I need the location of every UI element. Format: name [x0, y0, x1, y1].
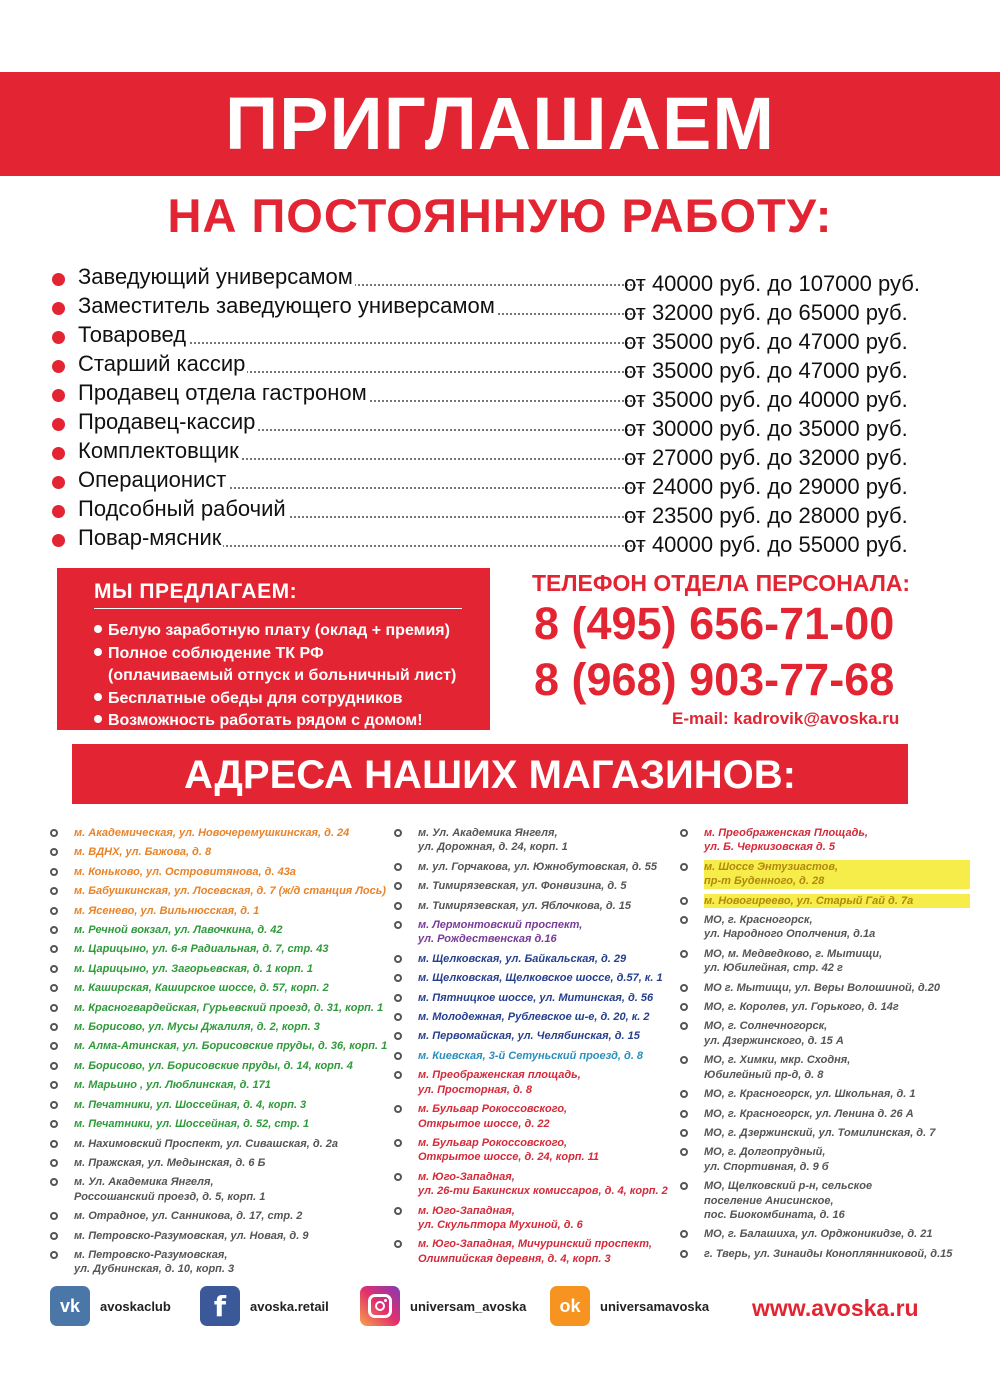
- job-title: Продавец отдела гастроном: [78, 379, 644, 407]
- store-address-text: МО, г. Красногорск, ул. Ленина д. 26 А: [704, 1107, 914, 1120]
- bullet-icon: [680, 1056, 688, 1064]
- bullet-icon: [50, 1159, 58, 1167]
- page-subtitle: НА ПОСТОЯННУЮ РАБОТУ:: [167, 189, 833, 242]
- store-address-text: м. Речной вокзал, ул. Лавочкина, д. 42: [74, 924, 283, 937]
- store-address-text: м. Ясенево, ул. Вильнюсская, д. 1: [74, 904, 260, 917]
- job-salary: от 30000 руб. до 35000 руб.: [624, 416, 908, 441]
- store-address-text: м. Юго-Западная, ул. Скульптора Мухиной, д. 6: [418, 1204, 583, 1231]
- bullet-icon: [52, 534, 65, 547]
- bullet-icon: [52, 505, 65, 518]
- store-address-text: МО, Щелковский р-н, сельское поселение Анисинское, пос. Биокомбината, д. 16: [704, 1180, 873, 1221]
- store-address-text: м. Лермонтовский проспект, ул. Рождественская д.16: [418, 919, 583, 946]
- bullet-icon: [50, 1140, 58, 1148]
- job-title: Повар-мясник: [78, 524, 644, 552]
- store-address-text: м. Борисово, ул. Борисовские пруды, д. 14, корп. 4: [74, 1059, 353, 1072]
- store-address-text: м. Бульвар Рокоссовского, Открытое шоссе, д. 24, корп. 11: [418, 1136, 600, 1164]
- store-address-text: м. Молодежная, Рублевское ш-е, д. 20, к. 2: [418, 1011, 650, 1024]
- website-link[interactable]: www.avoska.ru: [752, 1295, 919, 1321]
- job-row: [52, 436, 952, 470]
- offer-box: [57, 568, 490, 730]
- store-address: [394, 1136, 684, 1165]
- bullet-icon: [50, 1004, 58, 1012]
- job-salary: от 35000 руб. до 47000 руб.: [624, 358, 908, 383]
- job-row: [52, 378, 952, 412]
- store-address: [394, 1029, 684, 1043]
- store-address-text: м. Бабушкинская, ул. Лосевская, д. 7 (ж/д станция Лось): [74, 885, 386, 898]
- bullet-icon: [680, 916, 688, 924]
- job-row: [52, 465, 952, 499]
- instagram-label: universam_avoska: [410, 1298, 527, 1314]
- facebook-link[interactable]: [200, 1284, 329, 1328]
- store-address: [50, 1098, 395, 1112]
- job-row: [52, 291, 952, 325]
- store-address: [50, 981, 395, 995]
- job-salary: от 23500 руб. до 28000 руб.: [624, 503, 908, 528]
- store-address-text: МО, г. Химки, мкр. Сходня, Юбилейный пр-д, д. 8: [704, 1054, 851, 1081]
- bullet-icon: [94, 625, 102, 633]
- store-address-text: МО, г. Долгопрудный, ул. Спортивная, д. 9 б: [704, 1146, 829, 1173]
- store-address: [680, 913, 970, 942]
- store-address: [50, 1248, 395, 1277]
- bullet-icon: [680, 1003, 688, 1011]
- bullet-icon: [52, 273, 65, 286]
- store-address-text: МО г. Мытищи, ул. Веры Волошиной, д.20: [704, 981, 940, 994]
- store-address-text: м. Бульвар Рокоссовского, Открытое шоссе, д. 22: [418, 1103, 568, 1130]
- store-address: [680, 947, 970, 976]
- bullet-icon: [680, 1110, 688, 1118]
- store-address-text: МО, г. Красногорск, ул. Школьная, д. 1: [704, 1088, 916, 1101]
- bullet-icon: [52, 331, 65, 344]
- bullet-icon: [50, 1212, 58, 1220]
- store-address: [680, 1145, 970, 1174]
- store-address: [50, 1209, 395, 1223]
- store-address-text: м. Марьино , ул. Люблинская, д. 171: [74, 1079, 271, 1092]
- store-address: [394, 1102, 684, 1131]
- store-address: [50, 1175, 395, 1204]
- bullet-icon: [52, 418, 65, 431]
- store-address-text: м. Царицыно, ул. Загорьевская, д. 1 корп. 1: [74, 962, 313, 975]
- store-address-text: м. Алма-Атинская, ул. Борисовские пруды, д. 36, корп. 1: [74, 1040, 388, 1053]
- top-banner: [0, 72, 1000, 176]
- store-address: [394, 879, 684, 893]
- bullet-icon: [50, 907, 58, 915]
- store-address: [50, 1137, 395, 1151]
- store-address: [680, 1107, 970, 1121]
- store-address-text: МО, г. Красногорск, ул. Народного Ополчения, д.1а: [704, 914, 876, 941]
- address-column-2: [394, 826, 684, 1271]
- bullet-icon: [52, 360, 65, 373]
- store-address-text: МО, г. Королев, ул. Горького, д. 14г: [704, 1001, 899, 1014]
- store-address: [50, 1229, 395, 1243]
- page-title: ПРИГЛАШАЕМ: [224, 82, 775, 165]
- bullet-icon: [50, 965, 58, 973]
- bullet-icon: [50, 1081, 58, 1089]
- store-address: [394, 826, 684, 855]
- bullet-icon: [680, 1090, 688, 1098]
- store-address-text: м. Щелковская, ул. Байкальская, д. 29: [418, 952, 627, 965]
- address-column-1: [50, 826, 395, 1282]
- instagram-icon: [360, 1286, 400, 1326]
- store-address: [50, 1020, 395, 1034]
- bullet-icon: [50, 1232, 58, 1240]
- job-title: Продавец-кассир: [78, 408, 644, 436]
- store-address-text: м. Тимирязевская, ул. Фонвизина, д. 5: [418, 880, 627, 893]
- bullet-icon: [680, 1148, 688, 1156]
- offer-item: (оплачиваемый отпуск и больничный лист): [108, 667, 457, 684]
- store-address: [50, 1117, 395, 1131]
- store-address: [50, 1156, 395, 1170]
- hr-phone-title: ТЕЛЕФОН ОТДЕЛА ПЕРСОНАЛА:: [532, 570, 911, 596]
- job-row: [52, 262, 952, 296]
- bullet-icon: [50, 829, 58, 837]
- bullet-icon: [680, 1129, 688, 1137]
- job-salary: от 24000 руб. до 29000 руб.: [624, 474, 908, 499]
- store-address-text: м. Шоссе Энтузиастов, пр-т Буденного, д. 28: [704, 860, 970, 889]
- address-column-3: [680, 826, 970, 1266]
- store-address: [394, 971, 684, 985]
- instagram-link[interactable]: [360, 1284, 526, 1328]
- store-address-text: м. Преображенская Площадь, ул. Б. Черкизовская д. 5: [704, 827, 868, 854]
- store-address: [394, 1010, 684, 1024]
- store-address-text: м. Киевская, 3-й Сетуньский проезд, д. 8: [418, 1049, 644, 1062]
- store-address-text: м. Тимирязевская, ул. Яблочкова, д. 15: [418, 899, 632, 912]
- vk-link[interactable]: [50, 1284, 171, 1328]
- store-address-text: г. Тверь, ул. Зинаиды Коноплянниковой, д.15: [704, 1247, 953, 1260]
- job-title: Подсобный рабочий: [78, 495, 644, 523]
- bullet-icon: [680, 984, 688, 992]
- odnoklassniki-icon: ok: [550, 1286, 590, 1326]
- store-address: [680, 860, 970, 889]
- job-salary: от 35000 руб. до 47000 руб.: [624, 329, 908, 354]
- store-address-text: м. Каширская, Каширское шоссе, д. 57, корп. 2: [74, 982, 329, 995]
- bullet-icon: [94, 648, 102, 656]
- bullet-icon: [50, 926, 58, 934]
- bullet-icon: [394, 921, 402, 929]
- bullet-icon: [680, 1182, 688, 1190]
- bullet-icon: [394, 902, 402, 910]
- job-salary: от 35000 руб. до 40000 руб.: [624, 387, 908, 412]
- store-address-text: м. Отрадное, ул. Санникова, д. 17, стр. 2: [74, 1210, 303, 1223]
- store-address-text: м. Петровско-Разумовская, ул. Дубнинская, д. 10, корп. 3: [74, 1248, 235, 1276]
- store-address: [394, 991, 684, 1005]
- vk-label: avoskaclub: [100, 1298, 171, 1314]
- odnoklassniki-label: universamavoska: [600, 1298, 710, 1314]
- bullet-icon: [394, 1071, 402, 1079]
- store-address: [680, 1053, 970, 1082]
- bullet-icon: [394, 1105, 402, 1113]
- job-title: Комплектовщик: [78, 437, 644, 465]
- store-address: [50, 865, 395, 879]
- store-address: [680, 894, 970, 908]
- bullet-icon: [52, 302, 65, 315]
- store-address: [394, 1204, 684, 1233]
- bullet-icon: [680, 829, 688, 837]
- store-address: [394, 952, 684, 966]
- store-address: [680, 1247, 970, 1261]
- offer-item: Белую заработную плату (оклад + премия): [94, 620, 490, 643]
- job-title: Товаровед: [78, 321, 644, 349]
- bullet-icon: [394, 1207, 402, 1215]
- store-address: [50, 942, 395, 956]
- phone-number-1[interactable]: 8 (495) 656-71-00: [534, 598, 895, 649]
- store-address-text: м. Юго-Западная, ул. 26-ти Бакинских комиссаров, д. 4, корп. 2: [418, 1170, 668, 1198]
- store-address: [394, 899, 684, 913]
- store-address: [50, 1039, 395, 1053]
- addresses-banner: [72, 744, 908, 804]
- store-address-text: м. ВДНХ, ул. Бажова, д. 8: [74, 846, 212, 859]
- store-address-text: м. ул. Горчакова, ул. Южнобутовская, д. 55: [418, 860, 658, 873]
- phone-number-2[interactable]: 8 (968) 903-77-68: [534, 654, 895, 705]
- store-address: [50, 904, 395, 918]
- store-address-text: м. Коньково, ул. Островитянова, д. 43а: [74, 865, 296, 878]
- store-address: [680, 1126, 970, 1140]
- store-address-text: м. Первомайская, ул. Челябинская, д. 15: [418, 1030, 640, 1043]
- store-address: [680, 981, 970, 995]
- store-address-text: м. Пятницкое шоссе, ул. Митинская, д. 56: [418, 991, 654, 1004]
- bullet-icon: [394, 994, 402, 1002]
- offer-title: МЫ ПРЕДЛАГАЕМ:: [94, 580, 298, 603]
- store-address-text: м. Юго-Западная, Мичуринский проспект, Олимпийская деревня, д. 4, корп. 3: [418, 1238, 652, 1265]
- job-salary: от 40000 руб. до 55000 руб.: [624, 532, 908, 557]
- bullet-icon: [50, 984, 58, 992]
- bullet-icon: [50, 1062, 58, 1070]
- bullet-icon: [394, 882, 402, 890]
- job-salary: от 32000 руб. до 65000 руб.: [624, 300, 908, 325]
- job-title: Заведующий универсамом: [78, 263, 644, 291]
- bullet-icon: [394, 863, 402, 871]
- job-row: [52, 320, 952, 354]
- bullet-icon: [680, 1230, 688, 1238]
- bullet-icon: [50, 887, 58, 895]
- store-address: [394, 1237, 684, 1266]
- odnoklassniki-link[interactable]: [550, 1284, 709, 1328]
- store-address: [680, 1019, 970, 1048]
- store-address: [50, 1078, 395, 1092]
- job-title: Операционист: [78, 466, 644, 494]
- bullet-icon: [394, 1032, 402, 1040]
- bullet-icon: [94, 693, 102, 701]
- facebook-label: avoska.retail: [250, 1298, 329, 1314]
- store-address-text: м. Ул. Академика Янгеля, ул. Дорожная, д. 24, корп. 1: [418, 827, 568, 854]
- bullet-icon: [50, 1251, 58, 1259]
- store-address: [394, 1049, 684, 1063]
- bullet-icon: [50, 848, 58, 856]
- store-address: [680, 826, 970, 855]
- bullet-icon: [50, 1023, 58, 1031]
- store-address: [680, 1087, 970, 1101]
- job-row: [52, 494, 952, 528]
- store-address: [394, 1068, 684, 1097]
- facebook-icon: f: [200, 1286, 240, 1326]
- store-address-text: м. Преображенская площадь, ул. Просторная, д. 8: [418, 1069, 581, 1096]
- store-address-text: МО, г. Дзержинский, ул. Томилинская, д. 7: [704, 1126, 936, 1139]
- bullet-icon: [50, 1042, 58, 1050]
- store-address-text: м. Борисово, ул. Мусы Джалиля, д. 2, корп. 3: [74, 1021, 320, 1034]
- job-list: [52, 262, 952, 557]
- store-address-text: м. Петровско-Разумовская, ул. Новая, д. 9: [74, 1229, 309, 1242]
- store-address: [50, 1059, 395, 1073]
- offer-item: Бесплатные обеды для сотрудников: [94, 688, 490, 711]
- store-address: [50, 962, 395, 976]
- store-address-text: м. Печатники, ул. Шоссейная, д. 52, стр. 1: [74, 1118, 310, 1131]
- bullet-icon: [50, 1120, 58, 1128]
- store-address-text: м. Щелковская, Щелковское шоссе, д.57, к. 1: [418, 972, 663, 985]
- job-row: [52, 407, 952, 441]
- bullet-icon: [680, 863, 688, 871]
- job-row: [52, 349, 952, 383]
- job-row: [52, 523, 952, 557]
- store-address-text: м. Нахимовский Проспект, ул. Сивашская, д. 2а: [74, 1137, 339, 1150]
- store-address: [680, 1227, 970, 1241]
- offer-list: [94, 620, 490, 733]
- job-title: Старший кассир: [78, 350, 644, 378]
- store-address: [680, 1179, 970, 1222]
- store-address: [680, 1000, 970, 1014]
- bullet-icon: [394, 1240, 402, 1248]
- store-address-text: МО, г. Балашиха, ул. Орджоникидзе, д. 21: [704, 1228, 933, 1241]
- store-address: [50, 923, 395, 937]
- bullet-icon: [394, 974, 402, 982]
- bullet-icon: [50, 1101, 58, 1109]
- bullet-icon: [94, 715, 102, 723]
- store-address-text: МО, м. Медведково, г. Мытищи, ул. Юбилейная, стр. 42 г: [704, 947, 883, 975]
- store-address: [50, 845, 395, 859]
- store-address-text: м. Царицыно, ул. 6-я Радиальная, д. 7, стр. 43: [74, 943, 329, 956]
- bullet-icon: [52, 476, 65, 489]
- vk-icon: vk: [50, 1286, 90, 1326]
- store-address-text: м. Академическая, ул. Новочеремушкинская, д. 24: [74, 827, 350, 839]
- bullet-icon: [394, 1052, 402, 1060]
- job-salary: от 27000 руб. до 32000 руб.: [624, 445, 908, 470]
- store-address-text: м. Новогиреево, ул. Старый Гай д. 7а: [704, 894, 970, 908]
- store-address-text: м. Печатники, ул. Шоссейная, д. 4, корп. 3: [74, 1098, 307, 1111]
- store-address: [394, 860, 684, 874]
- store-address-text: МО, г. Солнечногорск, ул. Дзержинского, д. 15 А: [704, 1020, 844, 1047]
- bullet-icon: [680, 1250, 688, 1258]
- bullet-icon: [50, 945, 58, 953]
- offer-divider: [94, 608, 462, 609]
- offer-item: Возможность работать рядом с домом!: [94, 710, 490, 733]
- store-address-text: м. Пражская, ул. Медынская, д. 6 Б: [74, 1156, 266, 1169]
- bullet-icon: [50, 1178, 58, 1186]
- bullet-icon: [394, 829, 402, 837]
- bullet-icon: [680, 950, 688, 958]
- bullet-icon: [680, 897, 688, 905]
- bullet-icon: [680, 1022, 688, 1030]
- job-title: Заместитель заведующего универсамом: [78, 292, 644, 320]
- bullet-icon: [52, 447, 65, 460]
- job-salary: от 40000 руб. до 107000 руб.: [624, 271, 920, 296]
- bullet-icon: [394, 955, 402, 963]
- bullet-icon: [394, 1173, 402, 1181]
- email-link[interactable]: E-mail: kadrovik@avoska.ru: [672, 709, 900, 728]
- store-address: [394, 1170, 684, 1199]
- store-address: [50, 884, 395, 898]
- bullet-icon: [394, 1139, 402, 1147]
- offer-item: Полное соблюдение ТК РФ: [94, 643, 490, 666]
- addresses-title: АДРЕСА НАШИХ МАГАЗИНОВ:: [184, 753, 796, 797]
- store-address: [50, 826, 395, 840]
- bullet-icon: [52, 389, 65, 402]
- store-address: [50, 1001, 395, 1015]
- store-address-text: м. Ул. Академика Янгеля, Россошанский проезд, д. 5, корп. 1: [74, 1176, 266, 1203]
- store-address-text: м. Красногвардейская, Гурьевский проезд, д. 31, корп. 1: [74, 1001, 384, 1014]
- bullet-icon: [394, 1013, 402, 1021]
- store-address: [394, 918, 684, 947]
- bullet-icon: [50, 868, 58, 876]
